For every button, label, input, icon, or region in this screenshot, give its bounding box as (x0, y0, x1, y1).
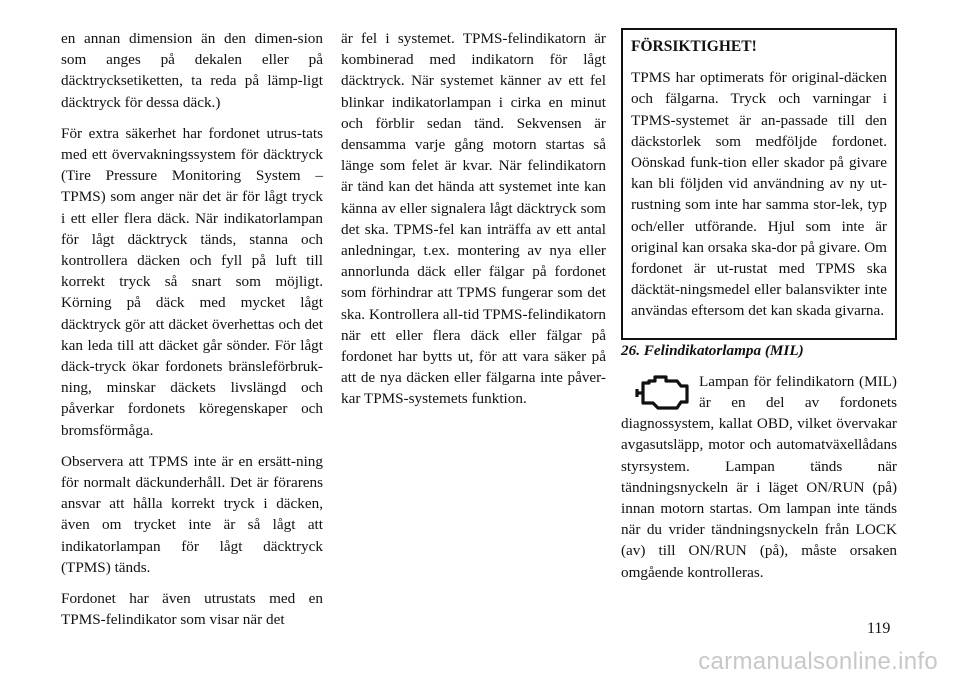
caution-body: TPMS har optimerats för original-däcken och fälgarna. Tryck och varningar i TPMS-systemet är an-passade till den däckstorlek som medföljde fordonet. Oönskad funk-tion eller skador på givare kan bli följden vid användning av ny ut-rustning som inte har samma stor-lek, typ och/eller utförande. Hjul som inte är original kan orsaka ska-dor på givare. Om fordonet är ut-rustat med TPMS ska däcktät-ningsmedel eller balansvikter inte användas eftersom det kan skada givarna. (631, 69, 887, 320)
caution-title: FÖRSIKTIGHET! (631, 38, 757, 55)
section-body: Lampan för felindikatorn (MIL) är en del av fordonets diagnossystem, kallat OBD, vilket övervakar avgasutsläpp, motor och automatväxellådans styrsystem. Lampan tänds när tändningsnyckeln är i läget ON/RUN (på) innan motorn startas. Om lampan inte tänds när du vrider tändningsnyckeln från LOCK (av) till ON/RUN (på), måste orsaken omgående kontrolleras. (621, 372, 897, 581)
text-column-right (621, 28, 897, 593)
paragraph: För extra säkerhet har fordonet utrus-tats med ett övervakningssystem för däcktryck (Tire Pressure Monitoring System – TPMS) som anger när det är för lågt tryck i ett eller flera däck. När indikatorlampan för lågt däcktryck tänds, stanna och kontrollera däcken och fyll på luft till korrekt tryck så snart som möjligt. Körning på däck med mycket lågt däcktryck gör att däcket överhettas och det kan leda till att däcket går sönder. För lågt däck-tryck ökar fordonets bränsleförbruk-ning, minskar däckets livslängd och påverkar fordonets köregenskaper och bromsförmåga. (61, 124, 323, 439)
paragraph: Observera att TPMS inte är en ersätt-ning för normalt däckunderhåll. Det är förarens ansvar att hålla korrekt tryck i däcken, även om trycket inte är så lågt att indikatorlampan för lågt däcktryck (TPMS) tänds. (61, 452, 323, 576)
paragraph: Fordonet har även utrustats med en TPMS-felindikator som visar när det (61, 590, 323, 629)
paragraph: en annan dimension än den dimen-sion som anges på dekalen eller på däcktrycksetiketten, ta reda på lämp-ligt däcktryck för dessa däck.) (61, 30, 323, 111)
text-column-left (61, 28, 323, 640)
section-heading: 26. Felindikatorlampa (MIL) (621, 341, 804, 359)
caution-box (621, 28, 897, 340)
text-column-middle (341, 28, 606, 420)
engine-icon (633, 371, 691, 413)
page-number: 119 (867, 620, 891, 637)
watermark: carmanualsonline.info (698, 648, 938, 675)
paragraph: är fel i systemet. TPMS-felindikatorn är kombinerad med indikatorn för lågt däcktryck. När systemet känner av ett fel blinkar indikatorlampan i cirka en minut och förblir sedan tänd. Sekvensen är densamma varje gång motorn startas så länge som felet är kvar. När felindikatorn är tänd kan det hända att systemet inte kan känna av eller signalera lågt däcktryck som det ska. TPMS-fel kan inträffa av ett antal anledningar, t.ex. montering av nya eller annorlunda däck eller fälgar på fordonet som förhindrar att TPMS fungerar som det ska. Kontrollera all-tid TPMS-felindikatorn när ett eller flera däck eller fälgar på fordonet har bytts ut, för att vara säker på att de nya däcken eller fälgarna inte påver-kar TPMS-systemets funktion. (341, 30, 606, 408)
